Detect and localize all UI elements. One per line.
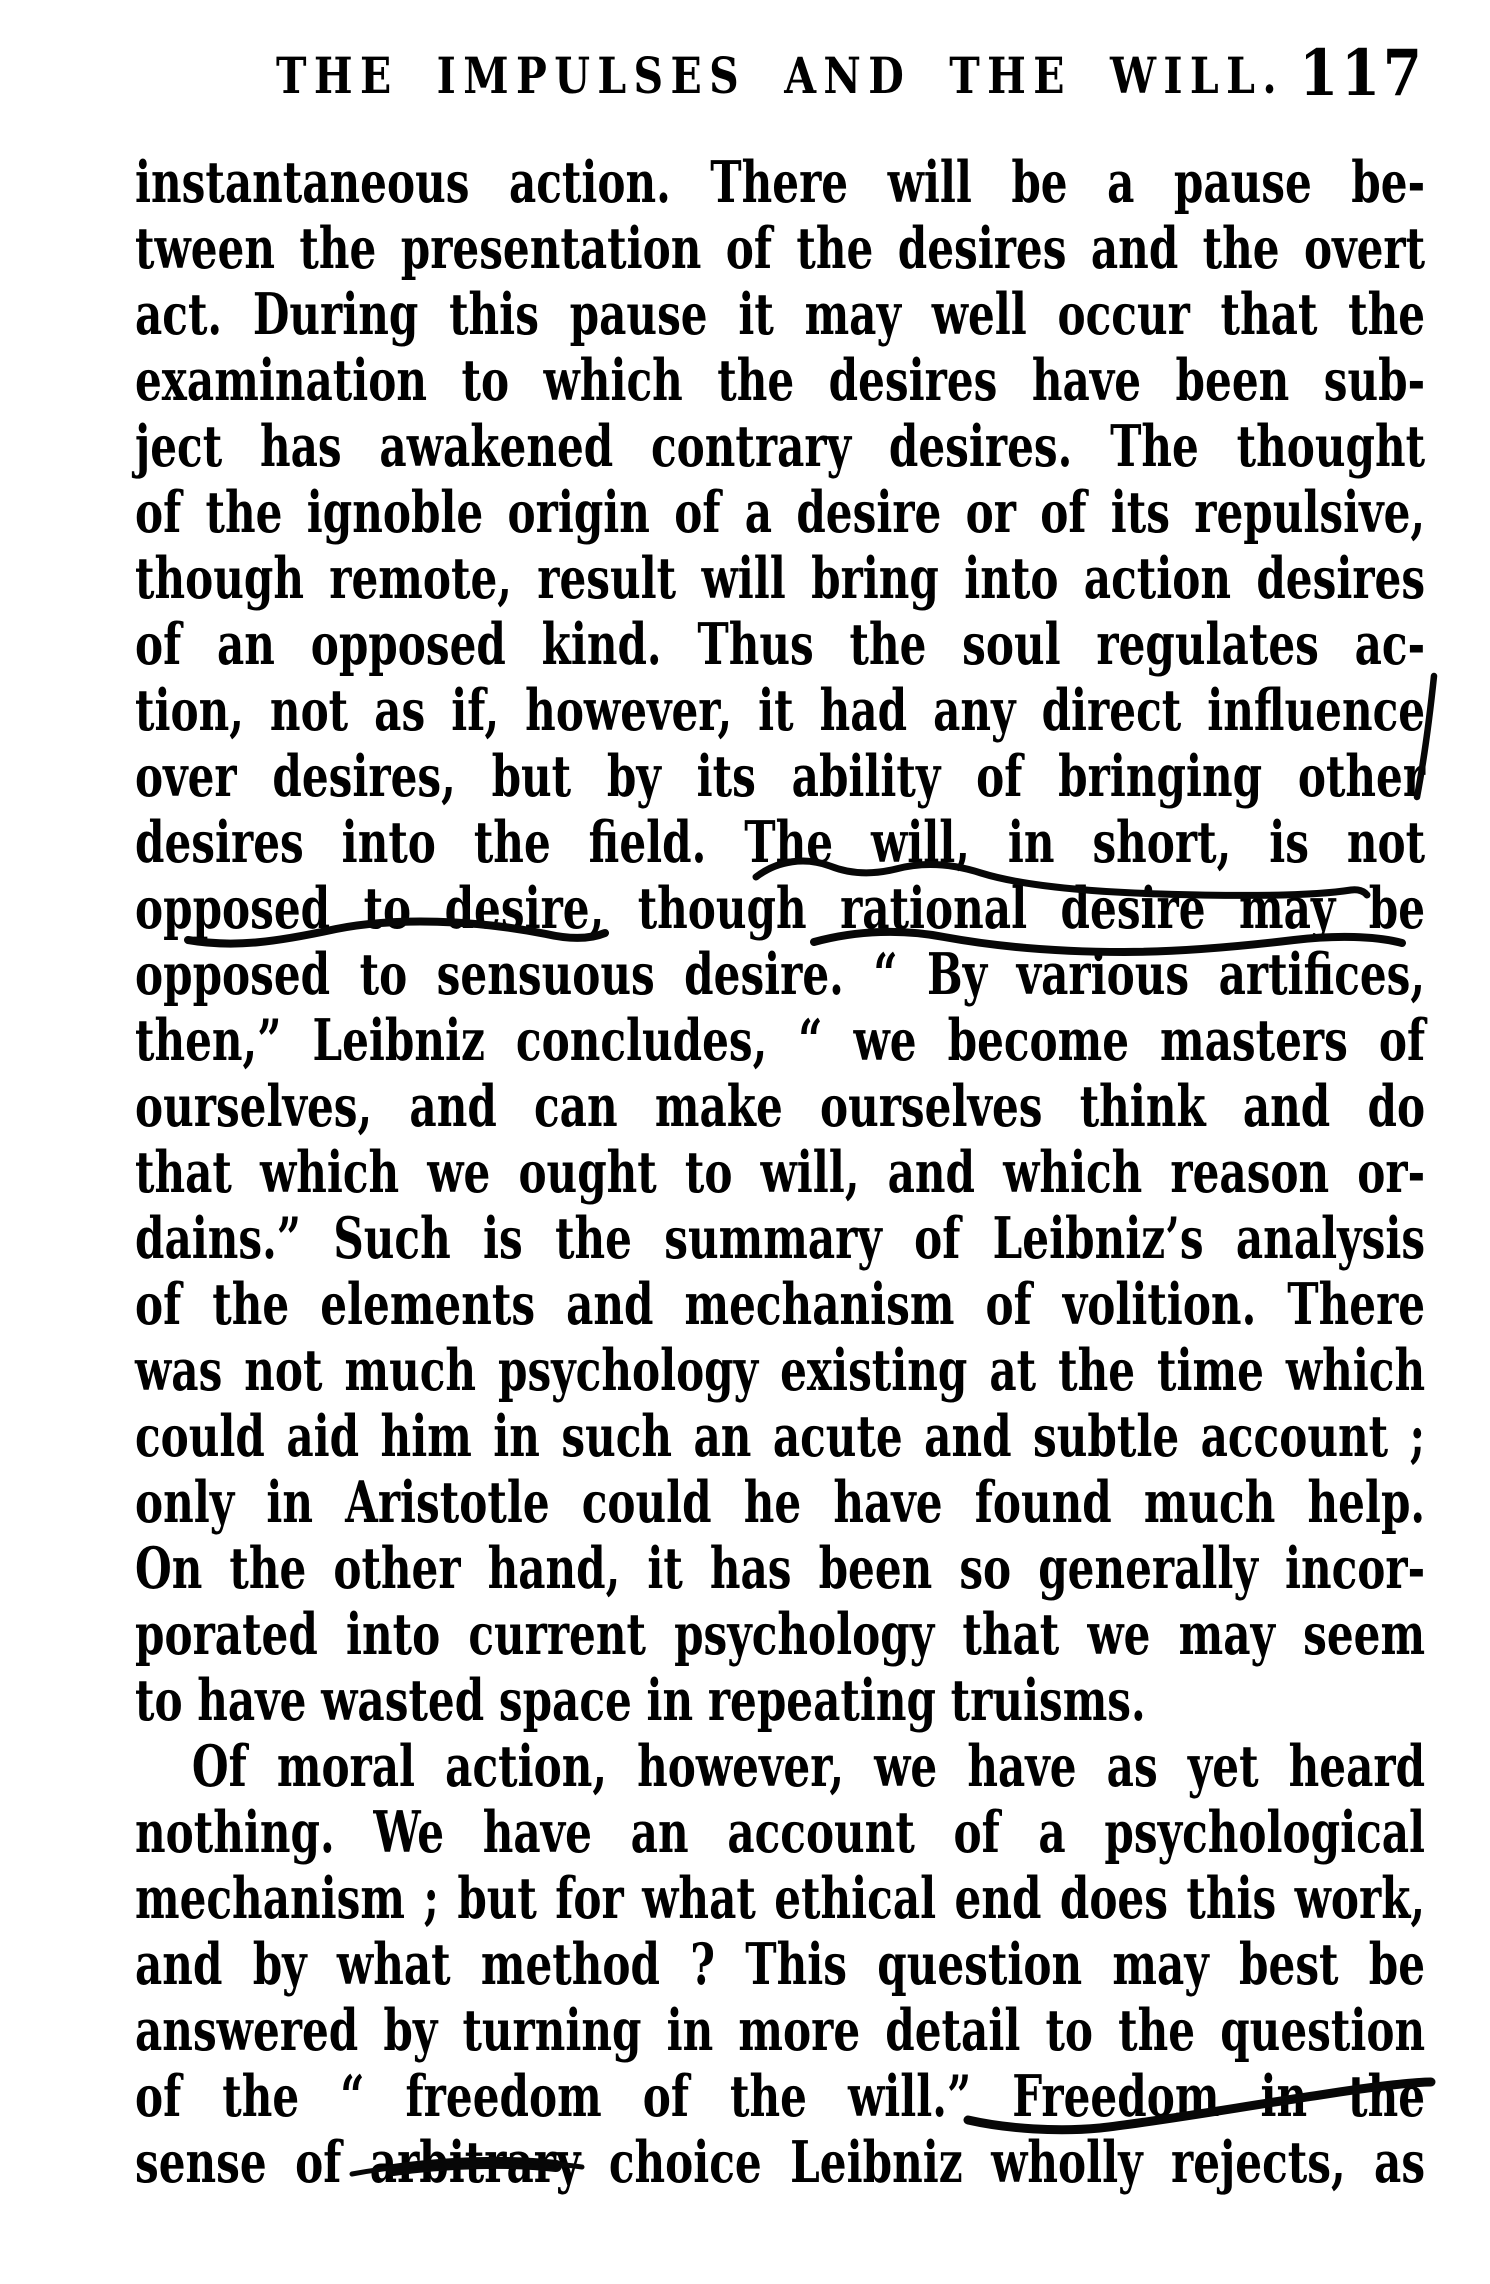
text-line: that which we ought to will, and which reason or- (135, 1139, 1426, 1206)
text-line: tween the presentation of the desires and the overt (135, 215, 1426, 282)
text-line: and by what method ? This question may best be (135, 1931, 1426, 1998)
text-line: opposed to desire, though rational desire may be (135, 875, 1426, 942)
text-line: opposed to sensuous desire. “ By various artifices, (135, 941, 1426, 1008)
page-header (135, 36, 1425, 116)
text-line: ject has awakened contrary desires. The thought (135, 413, 1426, 480)
text-line: dains.” Such is the summary of Leibniz’s analysis (135, 1205, 1426, 1272)
text-line: examination to which the desires have been sub- (135, 347, 1426, 414)
text-line: tion, not as if, however, it had any direct influence (135, 677, 1426, 744)
text-line: only in Aristotle could he have found much help. (135, 1469, 1426, 1536)
text-line: On the other hand, it has been so generally incor- (135, 1535, 1426, 1602)
text-line: porated into current psychology that we may seem (135, 1601, 1426, 1668)
text-line: mechanism ; but for what ethical end does this work, (135, 1865, 1426, 1932)
text-line: ourselves, and can make ourselves think and do (135, 1073, 1426, 1140)
text-line: over desires, but by its ability of bringing other (135, 743, 1426, 810)
text-line: sense of arbitrary choice Leibniz wholly rejects, as (135, 2129, 1426, 2196)
text-line: was not much psychology existing at the time which (135, 1337, 1426, 1404)
text-line: of the elements and mechanism of volition. There (135, 1271, 1426, 1338)
text-line: act. During this pause it may well occur that the (135, 281, 1426, 348)
text-line: instantaneous action. There will be a pause be- (135, 149, 1426, 216)
text-line: of an opposed kind. Thus the soul regulates ac- (135, 611, 1426, 678)
text-line: answered by turning in more detail to the question (135, 1997, 1426, 2064)
text-line: could aid him in such an acute and subtle account ; (135, 1403, 1426, 1470)
text-line: then,” Leibniz concludes, “ we become masters of (135, 1007, 1426, 1074)
text-line: nothing. We have an account of a psychological (135, 1799, 1426, 1866)
text-line: to have wasted space in repeating truisms. (135, 1667, 1146, 1734)
text-line: desires into the field. The will, in short, is not (135, 809, 1426, 876)
running-title: THE IMPULSES AND THE WILL. (275, 46, 1285, 105)
text-line: of the “ freedom of the will.” Freedom in the (135, 2063, 1426, 2130)
body-text (135, 150, 1425, 2196)
text-line: of the ignoble origin of a desire or of its repulsive, (135, 479, 1426, 546)
page-number: 117 (1299, 36, 1425, 111)
text-line: Of moral action, however, we have as yet heard (191, 1733, 1426, 1800)
text-line: though remote, result will bring into action desires (135, 545, 1426, 612)
